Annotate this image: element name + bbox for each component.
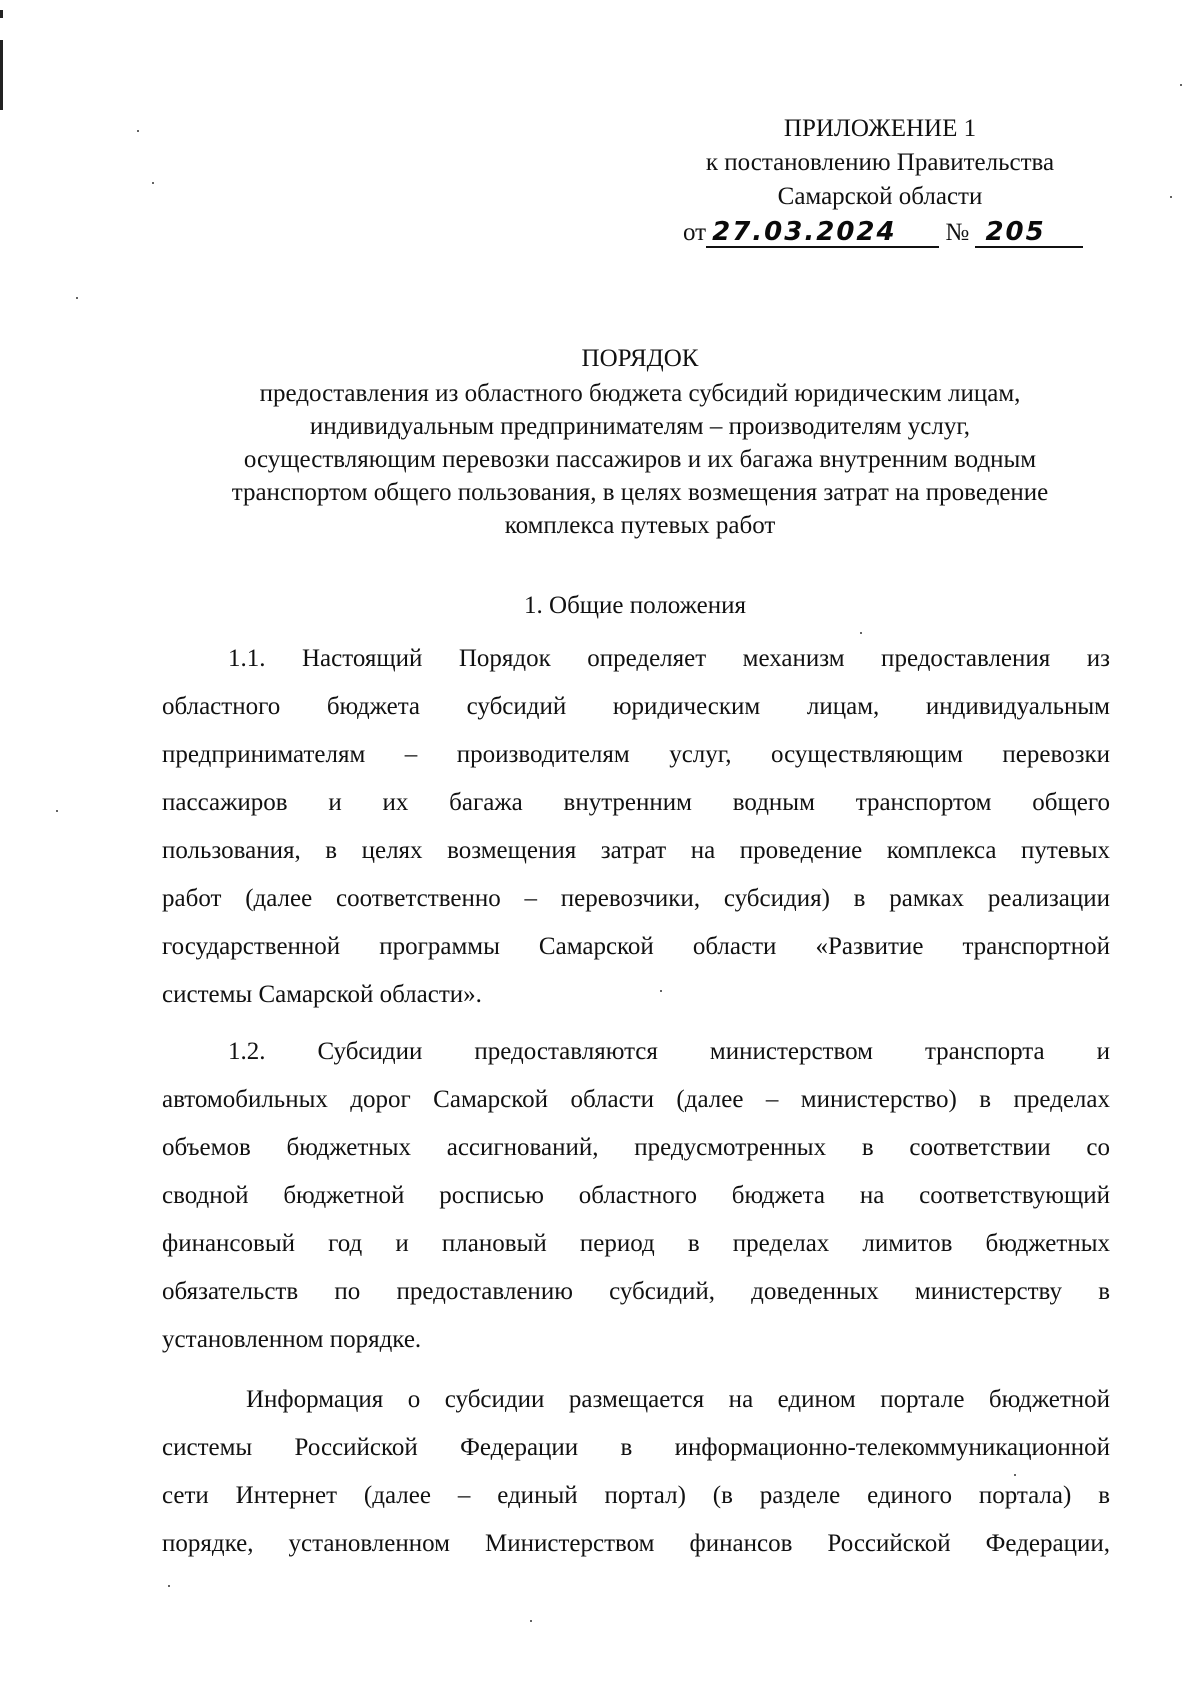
- number-prefix: №: [945, 219, 970, 246]
- scan-speck: [137, 130, 139, 132]
- scan-speck: [152, 182, 154, 184]
- paragraph-information: [162, 1376, 1110, 1568]
- paragraph-line: системы Самарской области».: [162, 981, 482, 1008]
- paragraph-line: порядке, установленном Министерством финансов Российской Федерации,: [162, 1530, 1110, 1557]
- appendix-heading: ПРИЛОЖЕНИЕ 1: [783, 115, 977, 142]
- section-title: 1. Общие положения: [524, 592, 746, 619]
- document-title: ПОРЯДОК: [581, 345, 699, 372]
- paragraph-line: работ (далее соответственно – перевозчики, субсидия) в рамках реализации: [162, 885, 1110, 912]
- scan-speck: [168, 1585, 170, 1587]
- paragraph-line: финансовый год и плановый период в пределах лимитов бюджетных: [162, 1230, 1110, 1257]
- date-prefix: от: [683, 219, 707, 246]
- paragraph-line: пассажиров и их багажа внутренним водным транспортом общего: [162, 789, 1110, 816]
- scan-speck: [1180, 84, 1182, 86]
- paragraph-line: объемов бюджетных ассигнований, предусмотренных в соответствии со: [162, 1134, 1110, 1161]
- handwritten-date: 27.03.2024: [706, 218, 939, 248]
- scan-edge-mark: [0, 40, 3, 110]
- document-subtitle: [150, 377, 1130, 542]
- scan-speck: [530, 1620, 532, 1622]
- subtitle-line: индивидуальным предпринимателям – производителям услуг,: [309, 413, 971, 440]
- paragraph-1-2: [162, 1028, 1110, 1364]
- paragraph-line: государственной программы Самарской области «Развитие транспортной: [162, 933, 1110, 960]
- appendix-header: [670, 112, 1090, 214]
- scan-speck: [76, 297, 78, 299]
- paragraph-line: обязательств по предоставлению субсидий, доведенных министерству в: [162, 1278, 1110, 1305]
- paragraph-line: сети Интернет (далее – единый портал) (в разделе единого портала) в: [162, 1482, 1110, 1509]
- paragraph-line: установленном порядке.: [162, 1326, 422, 1353]
- paragraph-line: системы Российской Федерации в информационно-телекоммуникационной: [162, 1434, 1110, 1461]
- subtitle-line: комплекса путевых работ: [504, 512, 776, 539]
- appendix-region: Самарской области: [777, 183, 983, 210]
- paragraph-line: автомобильных дорог Самарской области (далее – министерство) в пределах: [162, 1086, 1110, 1113]
- appendix-date-line: [683, 216, 1083, 250]
- scan-speck: [56, 810, 58, 812]
- paragraph-line: 1.2. Субсидии предоставляются министерством транспорта и: [228, 1038, 1110, 1065]
- scan-speck: [1170, 196, 1172, 198]
- paragraph-1-1: [162, 635, 1110, 1019]
- paragraph-line: предпринимателям – производителям услуг, осуществляющим перевозки: [162, 741, 1110, 768]
- handwritten-number: 205: [975, 218, 1083, 248]
- paragraph-line: пользования, в целях возмещения затрат на проведение комплекса путевых: [162, 837, 1110, 864]
- subtitle-line: предоставления из областного бюджета субсидий юридическим лицам,: [259, 380, 1021, 407]
- scan-speck: [860, 632, 862, 634]
- paragraph-line: сводной бюджетной росписью областного бюджета на соответствующий: [162, 1182, 1110, 1209]
- subtitle-line: осуществляющим перевозки пассажиров и их багажа внутренним водным: [243, 446, 1037, 473]
- paragraph-line: 1.1. Настоящий Порядок определяет механизм предоставления из: [228, 645, 1110, 672]
- paragraph-line: Информация о субсидии размещается на едином портале бюджетной: [246, 1386, 1110, 1413]
- subtitle-line: транспортом общего пользования, в целях возмещения затрат на проведение: [231, 479, 1049, 506]
- appendix-resolution: к постановлению Правительства: [705, 149, 1055, 176]
- scan-edge-mark: [0, 10, 3, 18]
- paragraph-line: областного бюджета субсидий юридическим лицам, индивидуальным: [162, 693, 1110, 720]
